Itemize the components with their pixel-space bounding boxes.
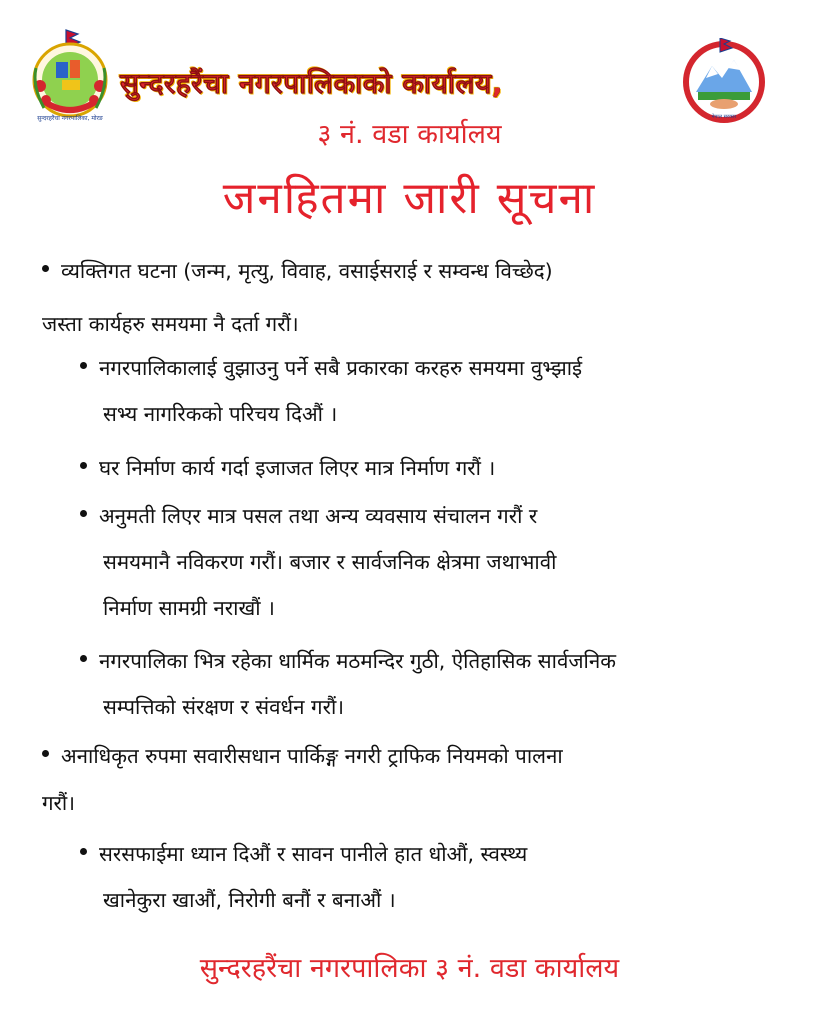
notice-title: जनहितमा जारी सूचना <box>222 173 597 224</box>
ward-title: ३ नं. वडा कार्यालय <box>317 119 502 150</box>
list-item-line: सरसफाईमा ध्यान दिऔं र सावन पानीले हात धोऔं, स्वस्थ्य <box>80 838 527 870</box>
office-title: सुन्दरहरैंचा नगरपालिकाको कार्यालय, <box>120 67 504 100</box>
footer-signature: सुन्दरहरैंचा नगरपालिका ३ नं. वडा कार्यालय <box>199 953 620 984</box>
list-item-line: निर्माण सामग्री नराखौं । <box>103 596 275 620</box>
left-logo-caption: सुन्दरहरैंचा नगरपालिका, मोरङ <box>37 115 103 122</box>
bullet-icon <box>42 750 49 757</box>
right-logo-caption: नेपाल सरकार <box>711 114 737 120</box>
list-item-line: व्यक्तिगत घटना (जन्म, मृत्यु, विवाह, वसाईसराई र सम्वन्ध विच्छेद) <box>42 255 553 287</box>
list-item-line: समयमानै नविकरण गरौं। बजार र सार्वजनिक क्षेत्रमा जथाभावी <box>103 550 557 574</box>
bullet-icon <box>80 655 87 662</box>
list-item-line: सम्पत्तिको संरक्षण र संवर्धन गरौं। <box>103 695 345 719</box>
bullet-icon <box>80 462 87 469</box>
list-item-line: गरौं। <box>42 791 76 815</box>
list-item-line: सभ्य नागरिकको परिचय दिऔं । <box>103 402 338 426</box>
bullet-icon <box>80 362 87 369</box>
list-item-line: अनाधिकृत रुपमा सवारीसधान पार्किङ्ग नगरी ट्राफिक नियमको पालना <box>42 740 563 772</box>
bullet-icon <box>80 510 87 517</box>
bullet-icon <box>80 848 87 855</box>
list-item-line: अनुमती लिएर मात्र पसल तथा अन्य व्यवसाय संचालन गरौं र <box>80 500 537 532</box>
list-item-line: जस्ता कार्यहरु समयमा नै दर्ता गरौं। <box>42 312 299 336</box>
list-item-line: नगरपालिकालाई वुझाउनु पर्ने सबै प्रकारका करहरु समयमा वुभ्झाई <box>80 352 582 384</box>
list-item-line: घर निर्माण कार्य गर्दा इजाजत लिएर मात्र निर्माण गरौं । <box>80 452 495 484</box>
list-item-line: नगरपालिका भित्र रहेका धार्मिक मठमन्दिर गुठी, ऐतिहासिक सार्वजनिक <box>80 645 616 677</box>
list-item-line: खानेकुरा खाऔं, निरोगी बनौं र बनाऔं । <box>103 888 396 912</box>
bullet-icon <box>42 265 49 272</box>
